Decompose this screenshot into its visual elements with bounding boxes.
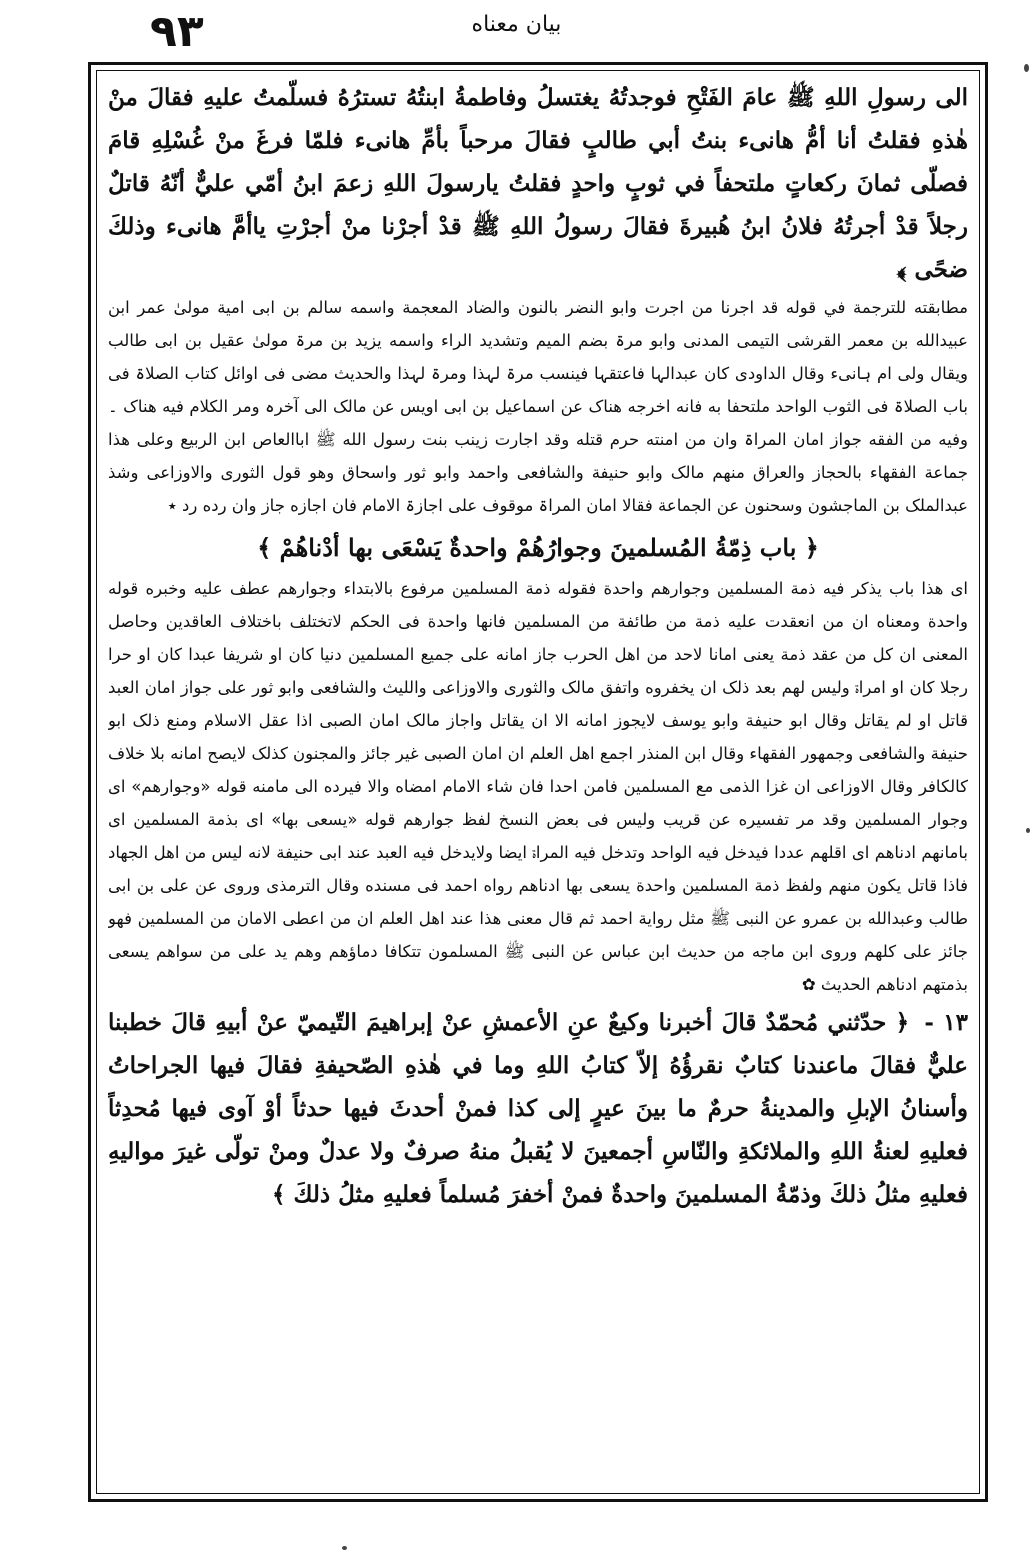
chapter-title: باب ذِمّةُ المُسلمينَ وجوارُهُمْ واحدةٌ يَسْعَى بها أدْناهُمْ bbox=[279, 533, 797, 562]
commentary-2-body: ای هذا باب یذکر فیه ذمة المسلمین وجوارهم واحدة فقوله ذمة المسلمین مرفوع بالابتداء وجوارهم عطف علیه وخبره قوله واحدة ومعناه ان من انعقدت علیه ذمة من طائفة من المسلمین فانها واحدة فی الحکم لاتختلف باختلاف العاقدین وحاصل المعنی ان کل من عقد ذمة یعنی امانا لاحد من اهل الحرب جاز امانه علی جمیع المسلمین دنیا کان او شریفا عبدا کان او حرا رجلا کان او امراۃ ولیس لهم بعد ذلک ان یخفروه واتفق مالک والثوری والاوزاعی واللیث والشافعی وابو ثور علی جواز امان العبد قاتل او لم یقاتل وقال ابو حنیفة وابو یوسف لایجوز امانه الا ان یقاتل واجاز مالک امان الصبی اذا عقل الاسلام ومنع ذلک ابو حنیفة والشافعی وجمهور الفقهاء وقال ابن المنذر اجمع اهل العلم ان امان الصبی غیر جائز والمجنون کذلک لایصح امانه بلا خلاف کالکافر وقال الاوزاعی ان غزا الذمی مع المسلمین فامن احدا فان شاء الامام امضاه والا فیرده الی مامنه قوله «وجوارهم» ای وجوار المسلمین وقد مر تفسیره عن قریب ولیس فی بعض النسخ لفظ جوارهم قوله «یسعی بها» ای بذمة المسلمین ای بامانهم ادناهم ای اقلهم عددا فیدخل فیه الواحد وتدخل فیه المراۃ ایضا ولایدخل فیه العبد عند ابی حنیفة لانه لیس من اهل الجهاد فاذا قاتل یکون منهم ولفظ ذمة المسلمین واحدة یسعی بها ادناهم رواه احمد فی مسنده وقال الترمذی وروی عن علی بن ابی طالب وعبدالله بن عمرو عن النبی ﷺ مثل روایة احمد ثم قال معنی هذا عند اهل العلم ان من اعطی الامان من المسلمین فهو جائز علی کلهم وروی ابن ماجه من حدیث ابن عباس عن النبی ﷺ المسلمون تتکافا دماؤهم وهم ید علی من سواهم یسعی بذمتهم ادناهم الحدیث bbox=[108, 579, 968, 994]
chapter-heading bbox=[108, 526, 968, 570]
end-mark: ٭ bbox=[167, 496, 177, 515]
commentary-1-body: مطابقته للترجمة في قوله قد اجرنا من اجرت وابو النضر بالنون والضاد المعجمة واسمه سالم بن ابی امیة مولیٰ عمر ابن عبیدالله بن معمر القرشی التیمی المدنی وابو مرۃ بضم المیم وتشدید الراء واسمه یزید بن مرۃ مولیٰ عقیل بن ابی طالب ویقال ولی ام ہانیء وقال الداودی کان عبدالہا فاعتقہا فینسب مرۃ لہذا ومرۃ لہذا والحدیث مضی فی اوائل کتاب الصلاۃ فی باب الصلاۃ فی الثوب الواحد ملتحفا به فانه اخرجه هناک عن اسماعیل بن ابی اویس عن مالک الی آخرہ ومر الکلام فیه هناک ۔ وفیه من الفقه جواز امان المراۃ وان من امنته حرم قتله وقد اجارت زینب بنت رسول الله ﷺ اباالعاص ابن الربیع وعلی هذا جماعة الفقهاء بالحجاز والعراق منهم مالک وابو حنیفة والشافعی واحمد وابو ثور واسحاق وهو قول الثوری والاوزاعی وشذ عبدالملک بن الماجشون وسحنون عن الجماعة فقالا امان المراۃ موقوف علی اجازۃ الامام فان اجازه جاز وان رده رد bbox=[108, 298, 968, 515]
hadith-close-ornament: ﴾ bbox=[271, 1181, 286, 1208]
scan-speck bbox=[342, 1546, 347, 1550]
commentary-2 bbox=[108, 572, 968, 1001]
running-head: بيان معناه bbox=[471, 12, 562, 37]
closing-ornament: ﴾ bbox=[896, 256, 907, 283]
hadith-text-1 bbox=[108, 76, 968, 291]
chapter-close-ornament: ﴾ bbox=[257, 533, 272, 562]
page-content bbox=[108, 76, 968, 1486]
scan-speck bbox=[1024, 64, 1029, 72]
scan-speck bbox=[1026, 828, 1030, 833]
hadith-text-2-body: حدّثني مُحمّدٌ قالَ أخبرنا وكيعٌ عنِ الأعمشِ عنْ إبراهيمَ التّيميّ عنْ أبيهِ قالَ خطبنا عليٌّ فقالَ ماعندنا كتابٌ نقرؤُهُ إلاّ كتابُ اللهِ وما في هٰذهِ الصّحيفةِ فقالَ فيها الجراحاتُ وأسنانُ الإبلِ والمدينةُ حرمٌ ما بينَ عيرٍ إلى كذا فمنْ أحدثَ فيها حدثاً أوْ آوى فيها مُحدِثاً فعليهِ لعنةُ اللهِ والملائكةِ والنّاسِ أجمعينَ لا يُقبلُ منهُ صرفٌ ولا عدلٌ ومنْ تولّى غيرَ مواليهِ فعليهِ مثلُ ذلكَ وذمّةُ المسلمينَ واحدةٌ فمنْ أخفرَ مُسلماً فعليهِ مثلُ ذلكَ bbox=[108, 1009, 968, 1208]
commentary-1 bbox=[108, 291, 968, 522]
chapter-open-ornament: ﴿ bbox=[804, 533, 819, 562]
end-star: ✿ bbox=[801, 975, 816, 994]
page-number: ٩٣ bbox=[150, 6, 204, 57]
hadith-number: ١٣ - bbox=[924, 1009, 968, 1036]
hadith-text-1-body: الى رسولِ اللهِ ﷺ عامَ الفَتْحِ فوجدتُهُ يغتسلُ وفاطمةُ ابنتُهُ تسترُهُ فسلّمتُ عليهِ فقالَ منْ هٰذهِ فقلتُ أنا أمُّ هانیء بنتُ أبي طالبٍ فقالَ مرحباً بأمِّ هانیء فلمّا فرغَ منْ غُسْلِهِ قامَ فصلّى ثمانَ ركعاتٍ ملتحفاً في ثوبٍ واحدٍ فقلتُ يارسولَ اللهِ زعمَ ابنُ أمّي عليٌّ أنّهُ قاتلٌ رجلاً قدْ أجرتُهُ فلانُ ابنُ هُبيرةَ فقالَ رسولُ اللهِ ﷺ قدْ أجرْنا منْ أجرْتِ ياأمَّ هانیء وذلكَ ضحًى bbox=[108, 84, 968, 283]
hadith-text-2 bbox=[108, 1001, 968, 1216]
hadith-open-ornament: ﴿ bbox=[895, 1009, 910, 1036]
